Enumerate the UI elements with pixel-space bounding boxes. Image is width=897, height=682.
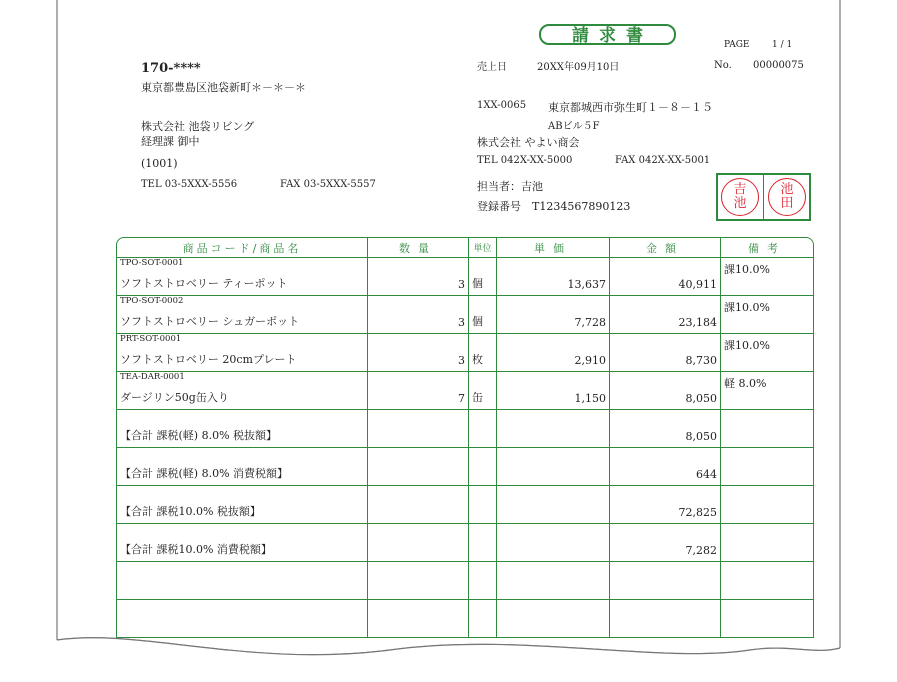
summary-row: [116, 486, 814, 524]
product-name: ソフトストロベリー シュガーポット: [120, 315, 300, 328]
summary-amount: 7,282: [610, 524, 721, 562]
quantity: 3: [368, 334, 469, 372]
table-header-row: [116, 237, 814, 258]
seal-right-char2: 田: [780, 196, 794, 211]
product-code: TPO-SOT-0001: [120, 258, 184, 268]
sale-date-label: 売上日: [477, 62, 507, 73]
seal-stamp-left: [721, 178, 759, 216]
table-row: [116, 258, 814, 296]
product-name: ダージリン50g缶入り: [120, 391, 229, 404]
product-name: ソフトストロベリー 20cmプレート: [120, 353, 297, 366]
note: 課10.0%: [721, 296, 814, 334]
quantity: 3: [368, 296, 469, 334]
amount: 8,730: [610, 334, 721, 372]
issuer-postal: 1XX-0065: [477, 100, 527, 111]
line-items-table: [116, 237, 814, 638]
issuer-building: ABビル５F: [548, 121, 600, 132]
product-code: TPO-SOT-0002: [120, 296, 184, 306]
note: 軽 8.0%: [721, 372, 814, 410]
table-row: [116, 334, 814, 372]
unit: 個: [469, 296, 497, 334]
amount: 8,050: [610, 372, 721, 410]
unit-price: 1,150: [497, 372, 610, 410]
header-unit: 単位: [469, 237, 497, 258]
amount: 23,184: [610, 296, 721, 334]
invoice-no-label: No.: [714, 60, 732, 71]
summary-amount: 72,825: [610, 486, 721, 524]
summary-amount: 644: [610, 448, 721, 486]
stamp-divider: [763, 175, 764, 219]
recipient-address: 東京都豊島区池袋新町＊－＊－＊: [141, 81, 306, 94]
recipient-code: (1001): [141, 157, 178, 170]
unit-price: 13,637: [497, 258, 610, 296]
summary-amount: 8,050: [610, 410, 721, 448]
seal-left-char2: 池: [733, 196, 747, 211]
note: 課10.0%: [721, 258, 814, 296]
summary-row: [116, 448, 814, 486]
note: 課10.0%: [721, 334, 814, 372]
issuer-person: 担当者：吉池: [477, 180, 543, 193]
header-product: 商品コード/商品名: [116, 237, 368, 258]
summary-label: 【合計 課税10.0% 税抜額】: [120, 505, 261, 518]
seal-right-char1: 池: [780, 182, 794, 197]
summary-row: [116, 524, 814, 562]
header-unit-price: 単価: [497, 237, 610, 258]
product-name: ソフトストロベリー ティーポット: [120, 277, 288, 290]
recipient-postal: 170-****: [141, 61, 201, 76]
amount: 40,911: [610, 258, 721, 296]
summary-label: 【合計 課税(軽) 8.0% 税抜額】: [120, 429, 278, 442]
quantity: 3: [368, 258, 469, 296]
quantity: 7: [368, 372, 469, 410]
summary-row: [116, 410, 814, 448]
invoice-no: 00000075: [753, 60, 804, 71]
recipient-dept: 経理課 御中: [141, 135, 200, 148]
table-row: [116, 372, 814, 410]
header-amount: 金額: [610, 237, 721, 258]
unit: 枚: [469, 334, 497, 372]
header-note: 備考: [721, 237, 814, 258]
header-quantity: 数量: [368, 237, 469, 258]
summary-label: 【合計 課税10.0% 消費税額】: [120, 543, 272, 556]
page-number: 1 / 1: [772, 40, 793, 50]
unit: 缶: [469, 372, 497, 410]
page-label: PAGE: [724, 40, 750, 50]
product-code: TEA-DAR-0001: [120, 372, 185, 382]
seal-left-char1: 吉: [733, 182, 747, 197]
issuer-fax: FAX 042X-XX-5001: [615, 155, 711, 166]
recipient-company: 株式会社 池袋リビング: [141, 120, 255, 133]
issuer-company: 株式会社 やよい商会: [477, 136, 580, 149]
table-row: [116, 296, 814, 334]
product-code: PRT-SOT-0001: [120, 334, 182, 344]
sale-date: 20XX年09月10日: [537, 62, 620, 73]
issuer-registration-number: 登録番号 T1234567890123: [477, 200, 631, 213]
unit-price: 2,910: [497, 334, 610, 372]
issuer-address: 東京都城西市弥生町１－８－１５: [548, 101, 713, 114]
torn-edge: [0, 630, 897, 682]
summary-label: 【合計 課税(軽) 8.0% 消費税額】: [120, 467, 289, 480]
unit-price: 7,728: [497, 296, 610, 334]
seal-stamp-right: [768, 178, 806, 216]
recipient-fax: FAX 03-5XXX-5557: [280, 179, 376, 190]
invoice-title: 請求書: [539, 24, 676, 45]
issuer-tel: TEL 042X-XX-5000: [477, 155, 573, 166]
unit: 個: [469, 258, 497, 296]
empty-row: [116, 562, 814, 600]
recipient-tel: TEL 03-5XXX-5556: [141, 179, 238, 190]
